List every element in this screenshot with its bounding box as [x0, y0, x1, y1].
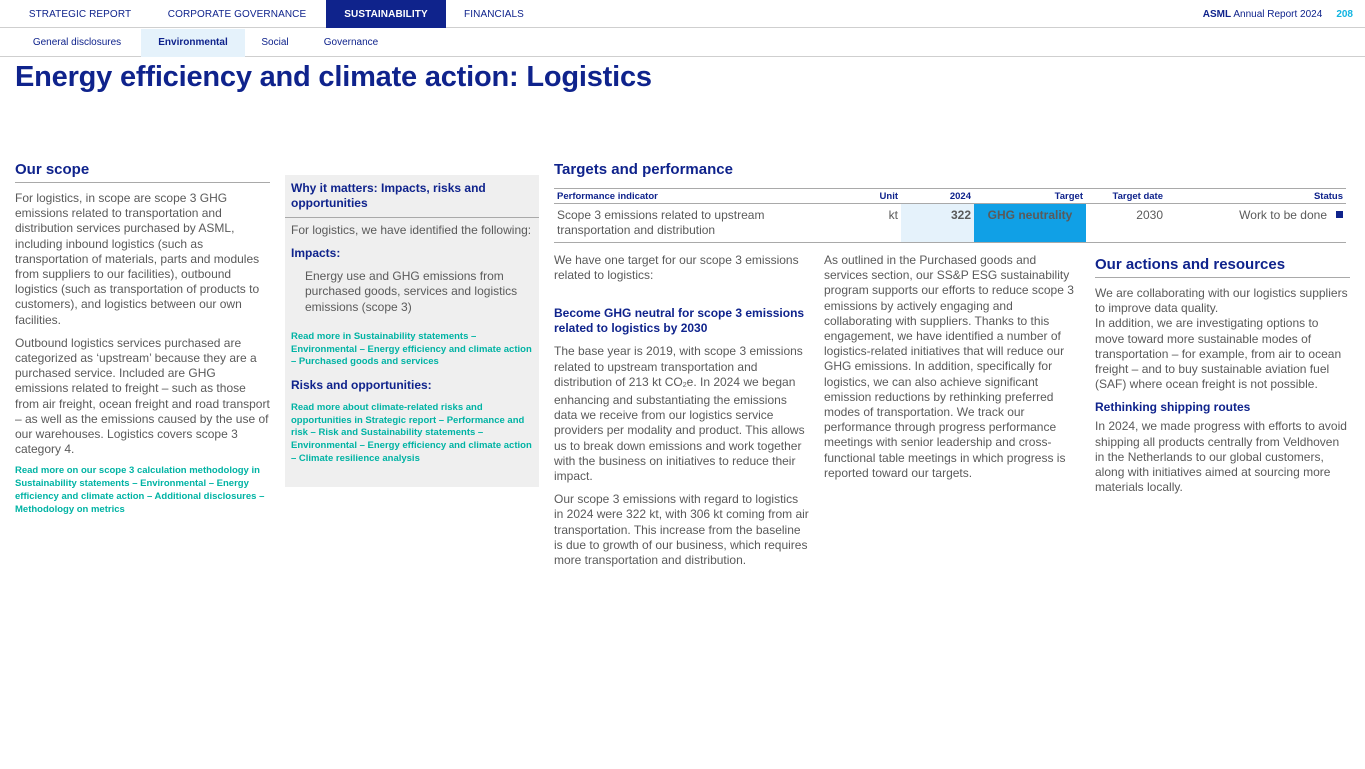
actions-heading: Our actions and resources	[1095, 256, 1350, 278]
emissions-paragraph: Our scope 3 emissions with regard to logistics in 2024 were 322 kt, with 306 kt coming from air transportation. This increase from the baseline is due to growth of our business, which requires more transportation and distribution.	[554, 492, 809, 568]
column-header-2024: 2024	[949, 190, 971, 202]
tab-financials[interactable]: FINANCIALS	[464, 9, 524, 20]
why-intro: For logistics, we have identified the following:	[291, 223, 532, 237]
cell-target-date: 2030	[1086, 204, 1166, 243]
co2-subscript: 2	[682, 381, 687, 389]
risks-read-more-link[interactable]: Read more about climate-related risks and opportunities in Strategic report – Performance and risk – Risk and Sustainability statements – Environmental – Energy efficiency and climate action – Climate resilience analysis	[291, 401, 532, 464]
brand-report-label: Annual Report 2024	[1231, 9, 1323, 20]
cell-unit: kt	[796, 204, 901, 243]
shipping-routes-paragraph: In 2024, we made progress with efforts to avoid shipping all products centrally from Veldhoven in the Netherlands to our global customers, along with initiatives aimed at sourcing more materials locally.	[1095, 419, 1347, 495]
performance-table	[554, 188, 1346, 243]
scope-section	[15, 161, 270, 516]
column-header-target: Target	[1054, 190, 1083, 202]
scope-paragraph-2: Outbound logistics services purchased are categorized as ‘upstream’ because they are a purchased service. Included are GHG emissions related to freight – such as those from air freight, ocean freight and road transport – as well as the emissions caused by the use of our warehouses. Logistics covers scope 3 category 4.	[15, 335, 270, 457]
cell-status	[1166, 204, 1346, 243]
engagement-paragraph: As outlined in the Purchased goods and services section, our SS&P ESG sustainability program supports our efforts to reduce scope 3 emissions by actively engaging and collaborating with suppliers. Thanks to this engagement, we have identified a number of logistics-related initiatives that will reduce our GHG emissions. In addition, specifically for logistics, we can also achieve significant emission reductions by rethinking preferred modes of transportation. We track our performance through progress performance meetings with senior leadership and cross-functional table meetings in which progress is reported toward our targets.	[824, 253, 1074, 480]
impacts-read-more-link[interactable]: Read more in Sustainability statements – Environmental – Energy efficiency and climate action – Purchased goods and services	[291, 330, 532, 368]
engagement-text-column	[824, 253, 1080, 481]
tab-strategic-report[interactable]: STRATEGIC REPORT	[28, 9, 132, 20]
target-intro: We have one target for our scope 3 emissions related to logistics:	[554, 253, 799, 283]
top-navigation	[0, 0, 1365, 28]
why-heading: Why it matters: Impacts, risks and opportunities	[285, 175, 539, 218]
cell-indicator: Scope 3 emissions related to upstream transportation and distribution	[554, 204, 796, 243]
targets-text-column	[554, 253, 810, 568]
column-header-indicator: Performance indicator	[557, 190, 658, 202]
actions-section	[1095, 256, 1350, 495]
status-square-icon	[1336, 211, 1343, 218]
cell-target: GHG neutrality	[974, 204, 1086, 243]
targets-heading: Targets and performance	[554, 161, 733, 178]
brand-name: ASML	[1202, 9, 1232, 20]
column-header-status: Status	[1313, 190, 1343, 202]
why-it-matters-panel	[285, 175, 539, 487]
table-header-row	[554, 189, 1346, 204]
page-number: 208	[1336, 9, 1353, 20]
subtab-environmental[interactable]: Environmental	[141, 29, 245, 57]
scope-paragraph-1: For logistics, in scope are scope 3 GHG emissions related to transportation and distribution services purchased by ASML, including inbound logistics (such as transportation of materials, parts and modules from suppliers to our facilities), outbound logistics (such as transportation of products to customers), and logistics between our own facilities.	[15, 191, 260, 327]
page-title: Energy efficiency and climate action: Logistics	[15, 61, 652, 93]
table-row	[554, 204, 1346, 243]
subtab-general-disclosures[interactable]: General disclosures	[32, 37, 122, 48]
column-header-target-date: Target date	[1112, 190, 1163, 202]
subtab-social[interactable]: Social	[261, 37, 289, 48]
scope-heading: Our scope	[15, 161, 270, 183]
shipping-routes-heading: Rethinking shipping routes	[1095, 400, 1251, 415]
column-header-unit: Unit	[879, 190, 898, 202]
cell-2024-value: 322	[901, 204, 974, 243]
subtab-governance[interactable]: Governance	[323, 37, 379, 48]
actions-paragraph-1: We are collaborating with our logistics suppliers to improve data quality.	[1095, 286, 1348, 316]
scope-methodology-link[interactable]: Read more on our scope 3 calculation methodology in Sustainability statements – Environmental – Energy efficiency and climate action – Additional disclosures – Methodology on metrics	[15, 465, 265, 515]
sub-navigation	[0, 29, 1365, 57]
tab-corporate-governance[interactable]: CORPORATE GOVERNANCE	[167, 9, 307, 20]
risks-heading: Risks and opportunities:	[291, 377, 432, 392]
report-brand	[1203, 0, 1353, 28]
baseline-text-end: e. In 2024 we began enhancing and substantiating the emissions data we receive from our logistics service providers per modality and product. This allows us to break down emissions and work together with the business on initiatives to reduce their impact.	[554, 374, 805, 484]
impacts-heading: Impacts:	[291, 246, 341, 261]
status-text: Work to be done	[1239, 208, 1327, 222]
baseline-text-start: The base year is 2019, with scope 3 emissions related to upstream transportation and distribution of 213 kt CO	[554, 344, 803, 389]
tab-sustainability[interactable]: SUSTAINABILITY	[326, 0, 446, 28]
targets-section	[554, 161, 1346, 243]
target-heading: Become GHG neutral for scope 3 emissions related to logistics by 2030	[554, 306, 805, 336]
actions-paragraph-2: In addition, we are investigating options to move toward more sustainable modes of transportation – for example, from air to ocean freight – and to buy sustainable aviation fuel (SAF) where ocean freight is not possible.	[1095, 316, 1342, 392]
baseline-paragraph	[554, 344, 810, 484]
impact-item: Energy use and GHG emissions from purchased goods, services and logistics emissions (scope 3)	[305, 269, 518, 314]
